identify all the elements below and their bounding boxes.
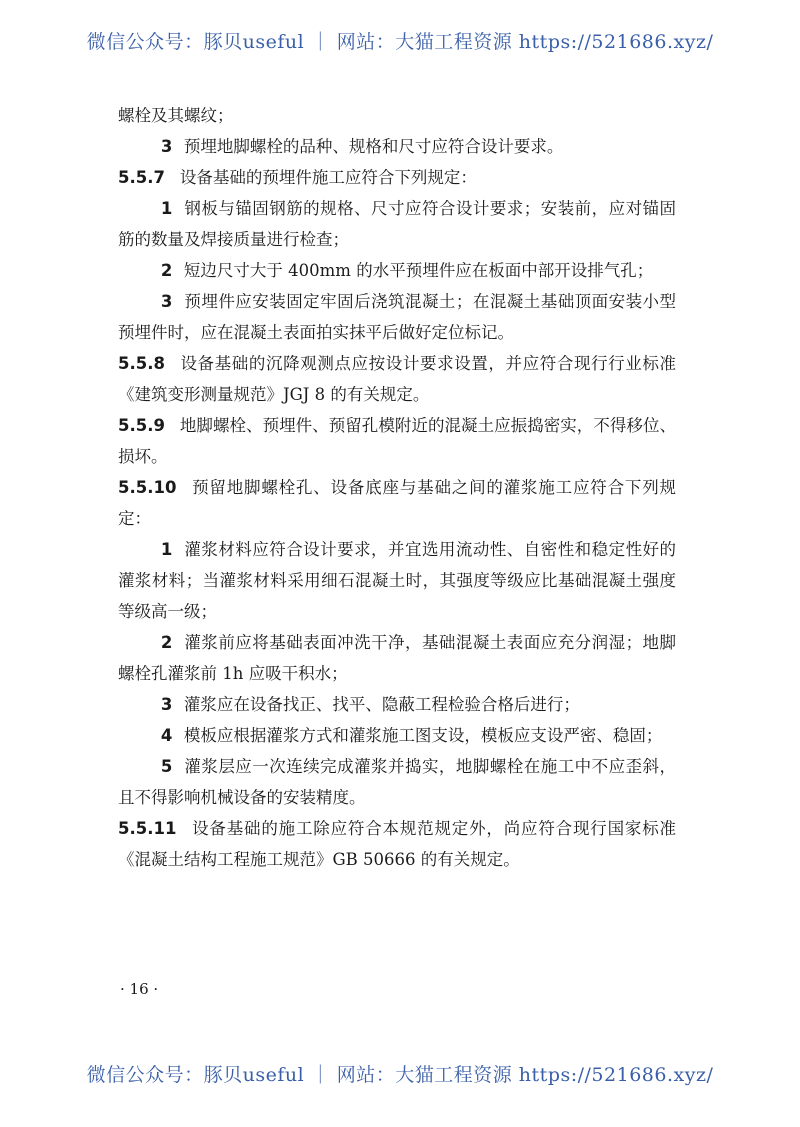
clause (118, 472, 676, 534)
item-number: 1 (160, 199, 173, 218)
item-text: 模板应根据灌浆方式和灌浆施工图支设，模板应支设严密、稳固； (183, 726, 663, 745)
continuation-text: 螺栓及其螺纹； (118, 106, 234, 125)
item-text: 灌浆前应将基础表面冲洗干净，基础混凝土表面应充分润湿；地脚螺栓孔灌浆前 1h 应吸干积水； (118, 633, 676, 683)
clause-text: 设备基础的沉降观测点应按设计要求设置，并应符合现行行业标准《建筑变形测量规范》JGJ 8 的有关规定。 (118, 354, 676, 404)
clause (118, 162, 676, 193)
clause-number: 5.5.9 (118, 416, 165, 435)
list-item (118, 193, 676, 255)
item-number: 3 (160, 292, 173, 311)
item-text: 灌浆层应一次连续完成灌浆并捣实，地脚螺栓在施工中不应歪斜，且不得影响机械设备的安装精度。 (118, 757, 676, 807)
clause (118, 410, 676, 472)
list-item (118, 286, 676, 348)
item-number: 3 (160, 695, 173, 714)
clause (118, 813, 676, 875)
item-number: 3 (160, 137, 173, 156)
watermark-top: 微信公众号：豚贝useful ｜ 网站：大猫工程资源 https://521686.xyz/ (86, 31, 714, 53)
item-number: 2 (160, 261, 173, 280)
list-item (118, 255, 676, 286)
item-number: 4 (160, 726, 173, 745)
clause-number: 5.5.8 (118, 354, 165, 373)
clause-text: 地脚螺栓、预埋件、预留孔模附近的混凝土应振捣密实，不得移位、损坏。 (118, 416, 676, 466)
list-item (118, 131, 676, 162)
item-text: 短边尺寸大于 400mm 的水平预埋件应在板面中部开设排气孔； (183, 261, 654, 280)
item-number: 5 (160, 757, 173, 776)
item-text: 钢板与锚固钢筋的规格、尺寸应符合设计要求；安装前，应对锚固筋的数量及焊接质量进行检查； (118, 199, 676, 249)
clause-text: 设备基础的预埋件施工应符合下列规定： (179, 168, 477, 187)
watermark-bottom: 微信公众号：豚贝useful ｜ 网站：大猫工程资源 https://521686.xyz/ (86, 1064, 714, 1086)
clause-text: 预留地脚螺栓孔、设备底座与基础之间的灌浆施工应符合下列规定： (118, 478, 676, 528)
document-body (118, 100, 676, 875)
item-text: 预埋地脚螺栓的品种、规格和尺寸应符合设计要求。 (183, 137, 564, 156)
item-text: 灌浆材料应符合设计要求，并宜选用流动性、自密性和稳定性好的灌浆材料；当灌浆材料采用细石混凝土时，其强度等级应比基础混凝土强度等级高一级； (118, 540, 676, 621)
clause (118, 348, 676, 410)
item-number: 2 (160, 633, 173, 652)
list-item (118, 751, 676, 813)
item-number: 1 (160, 540, 173, 559)
clause-text: 设备基础的施工除应符合本规范规定外，尚应符合现行国家标准《混凝土结构工程施工规范》GB 50666 的有关规定。 (118, 819, 676, 869)
page-number: · 16 · (120, 980, 159, 998)
clause-number: 5.5.7 (118, 168, 165, 187)
clause-number: 5.5.10 (118, 478, 177, 497)
item-text: 预埋件应安装固定牢固后浇筑混凝土；在混凝土基础顶面安装小型预埋件时，应在混凝土表面拍实抹平后做好定位标记。 (118, 292, 676, 342)
list-item (118, 720, 676, 751)
list-item (118, 689, 676, 720)
clause-number: 5.5.11 (118, 819, 177, 838)
list-item (118, 627, 676, 689)
list-item (118, 534, 676, 627)
item-text: 灌浆应在设备找正、找平、隐蔽工程检验合格后进行； (183, 695, 580, 714)
